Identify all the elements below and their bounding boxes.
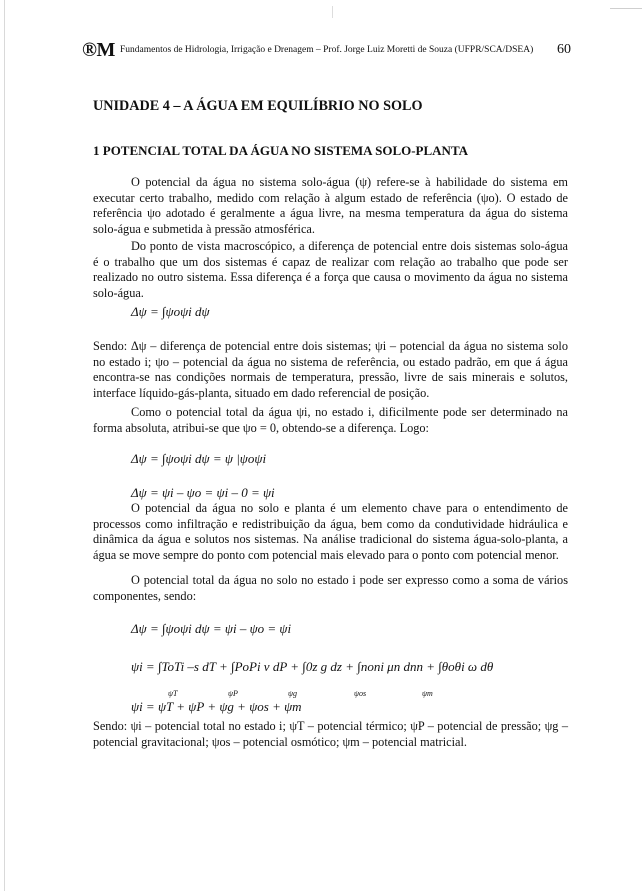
- unit-title: UNIDADE 4 – A ÁGUA EM EQUILÍBRIO NO SOLO: [93, 98, 423, 114]
- page-edge-left: [4, 0, 5, 891]
- underlabel-psi-t: ψT: [168, 689, 178, 698]
- header-text: Fundamentos de Hidrologia, Irrigação e Drenagem – Prof. Jorge Luiz Moretti de Souza (UFPR/SCA/DSEA): [120, 45, 534, 55]
- equation-6: ψi = ψT + ψP + ψg + ψos + ψm: [131, 699, 302, 714]
- underlabel-psi-os: ψos: [354, 689, 367, 698]
- paragraph-2: Do ponto de vista macroscópico, a diferença de potencial entre dois sistemas solo-água é o trabalho que um dos sistemas é capaz de realizar com relação ao trabalho que pode ser realizado no outro sistema. Essa diferença é a força que causa o movimento da água no sistema solo-água.: [93, 239, 568, 301]
- paragraph-4: Como o potencial total da água ψi, no estado i, dificilmente pode ser determinado na forma absoluta, atribui-se que ψo = 0, obtendo-se a diferença. Logo:: [93, 405, 568, 435]
- page-header: [82, 39, 572, 63]
- equation-2: Δψ = ∫ψoψi dψ = ψ |ψoψi: [131, 451, 267, 466]
- underlabel-psi-g: ψg: [288, 689, 297, 698]
- underlabel-psi-m: ψm: [422, 689, 433, 698]
- equation-5: ψi = ∫ToTi –s dT + ∫PoPi v dP + ∫0z g dz + ∫noni μn dnn + ∫θoθi ω dθ: [131, 659, 494, 674]
- equation-4: Δψ = ∫ψoψi dψ = ψi – ψo = ψi: [131, 621, 292, 636]
- paragraph-6: O potencial total da água no solo no estado i pode ser expresso como a soma de vários componentes, sendo:: [93, 573, 568, 603]
- page-edge-top: [610, 8, 642, 9]
- paragraph-1: O potencial da água no sistema solo-água (ψ) refere-se à habilidade do sistema em executar certo trabalho, medido com relação à algum estado de referência (ψo). O estado de referência ψo adotado é geralmente a água livre, na mesma temperatura da água do sistema solo-água e submetida à pressão atmosférica.: [93, 175, 568, 237]
- scan-mark: [332, 6, 333, 18]
- paragraph-7: Sendo: ψi – potencial total no estado i; ψT – potencial térmico; ψP – potencial de pressão; ψg – potencial gravitacional; ψos – potencial osmótico; ψm – potencial matricial.: [93, 719, 568, 749]
- logo: ®M: [82, 39, 115, 61]
- underlabel-psi-p: ψP: [228, 689, 238, 698]
- paragraph-5: O potencial da água no solo e planta é um elemento chave para o entendimento de processos como infiltração e redistribuição da água, bem como da condutividade hidráulica e dinâmica da água e solutos nos sistemas. Na análise tradicional do sistema água-solo-planta, a água se move sempre do ponto com potencial mais elevado para o ponto com potencial menor.: [93, 501, 568, 563]
- equation-3: Δψ = ψi – ψo = ψi – 0 = ψi: [131, 485, 275, 500]
- page-number: 60: [557, 42, 571, 57]
- equation-1: Δψ = ∫ψoψi dψ: [131, 304, 210, 319]
- section-title: 1 POTENCIAL TOTAL DA ÁGUA NO SISTEMA SOLO-PLANTA: [93, 143, 469, 158]
- paragraph-3: Sendo: Δψ – diferença de potencial entre dois sistemas; ψi – potencial da água no sistema solo no estado i; ψo – potencial da água no sistema de referência, ou estado padrão, em que á água encontra-se nas condições normais de temperatura, pressão, livre de sais minerais e solutos, interface líquido-gás-planta, situado em dado referencial de posição.: [93, 339, 568, 401]
